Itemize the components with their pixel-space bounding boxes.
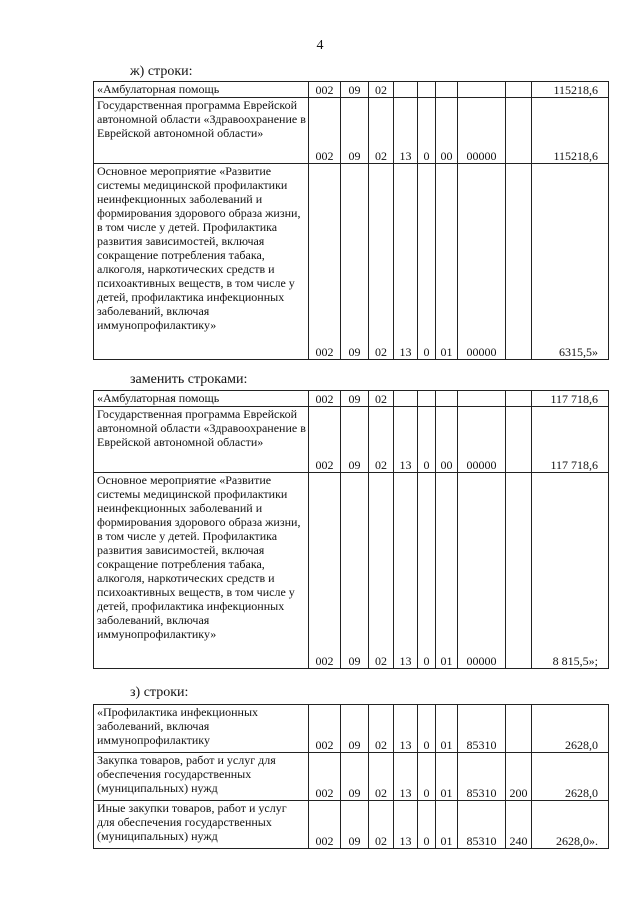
code-expense-type: 240 xyxy=(506,801,532,849)
code-program: 13 xyxy=(394,801,418,849)
amount: 2628,0». xyxy=(532,801,609,849)
amount: 2628,0 xyxy=(532,705,609,753)
code-subsection: 02 xyxy=(369,164,394,360)
table-row xyxy=(94,98,609,164)
row-name: «Амбулаторная помощь xyxy=(94,391,309,407)
code-subsection: 02 xyxy=(369,753,394,801)
code-ministry: 002 xyxy=(309,801,341,849)
code-section: 09 xyxy=(341,753,369,801)
code-event: 00 xyxy=(436,98,458,164)
code-direction xyxy=(458,391,506,407)
code-event: 01 xyxy=(436,801,458,849)
code-ministry: 002 xyxy=(309,98,341,164)
amount: 2628,0 xyxy=(532,753,609,801)
page-number: 4 xyxy=(316,38,324,53)
section-caption-2: заменить строками: xyxy=(130,372,248,387)
code-direction: 00000 xyxy=(458,164,506,360)
code-ministry: 002 xyxy=(309,391,341,407)
code-direction: 00000 xyxy=(458,407,506,473)
table-row xyxy=(94,82,609,98)
code-ministry: 002 xyxy=(309,473,341,669)
code-program xyxy=(394,391,418,407)
code-section: 09 xyxy=(341,801,369,849)
code-expense-type xyxy=(506,164,532,360)
code-section: 09 xyxy=(341,164,369,360)
row-name: «Амбулаторная помощь xyxy=(94,82,309,98)
code-event: 01 xyxy=(436,753,458,801)
code-subprogram xyxy=(418,391,436,407)
row-name: Государственная программа Еврейской автономной области «Здравоохранение в Еврейской автономной области» xyxy=(94,98,309,164)
code-ministry: 002 xyxy=(309,82,341,98)
code-direction: 85310 xyxy=(458,801,506,849)
code-program: 13 xyxy=(394,407,418,473)
table-row xyxy=(94,801,609,849)
code-ministry: 002 xyxy=(309,705,341,753)
code-direction: 00000 xyxy=(458,473,506,669)
amount: 115218,6 xyxy=(532,82,609,98)
code-subprogram: 0 xyxy=(418,705,436,753)
amount: 117 718,6 xyxy=(532,407,609,473)
code-event xyxy=(436,391,458,407)
code-event: 01 xyxy=(436,164,458,360)
code-subsection: 02 xyxy=(369,801,394,849)
code-program: 13 xyxy=(394,705,418,753)
code-subsection: 02 xyxy=(369,82,394,98)
code-section: 09 xyxy=(341,407,369,473)
code-subprogram: 0 xyxy=(418,753,436,801)
table-row xyxy=(94,391,609,407)
code-ministry: 002 xyxy=(309,407,341,473)
code-section: 09 xyxy=(341,82,369,98)
code-event xyxy=(436,82,458,98)
code-program: 13 xyxy=(394,164,418,360)
code-section: 09 xyxy=(341,473,369,669)
table-row xyxy=(94,473,609,669)
code-event: 01 xyxy=(436,473,458,669)
code-expense-type xyxy=(506,82,532,98)
table-row xyxy=(94,407,609,473)
row-name: Иные закупки товаров, работ и услуг для обеспечения государственных (муниципальных) нужд xyxy=(94,801,309,849)
code-subprogram: 0 xyxy=(418,98,436,164)
code-direction: 85310 xyxy=(458,705,506,753)
budget-table-2 xyxy=(93,390,609,669)
table-row xyxy=(94,753,609,801)
row-name: «Профилактика инфекционных заболеваний, включая иммунопрофилактику xyxy=(94,705,309,753)
code-expense-type xyxy=(506,705,532,753)
row-name: Основное мероприятие «Развитие системы медицинской профилактики неинфекционных заболеваний и формирования здорового образа жизни, в том числе у детей. Профилактика развития зависимостей, включая сокращение потребления табака, алкоголя, наркотических средств и психоактивных веществ, в том числе у детей, профилактика инфекционных заболеваний, включая иммунопрофилактику» xyxy=(94,164,309,360)
code-direction: 85310 xyxy=(458,753,506,801)
code-event: 00 xyxy=(436,407,458,473)
code-subsection: 02 xyxy=(369,98,394,164)
row-name: Закупка товаров, работ и услуг для обеспечения государственных (муниципальных) нужд xyxy=(94,753,309,801)
code-section: 09 xyxy=(341,705,369,753)
code-program: 13 xyxy=(394,473,418,669)
code-subsection: 02 xyxy=(369,391,394,407)
code-section: 09 xyxy=(341,98,369,164)
code-expense-type xyxy=(506,473,532,669)
budget-table-1 xyxy=(93,81,609,360)
section-caption-1: ж) строки: xyxy=(130,64,193,79)
code-subsection: 02 xyxy=(369,473,394,669)
code-subprogram: 0 xyxy=(418,473,436,669)
row-name: Основное мероприятие «Развитие системы медицинской профилактики неинфекционных заболеваний и формирования здорового образа жизни, в том числе у детей. Профилактика развития зависимостей, включая сокращение потребления табака, алкоголя, наркотических средств и психоактивных веществ, в том числе у детей, профилактика инфекционных заболеваний, включая иммунопрофилактику» xyxy=(94,473,309,669)
code-subsection: 02 xyxy=(369,407,394,473)
code-subsection: 02 xyxy=(369,705,394,753)
code-ministry: 002 xyxy=(309,753,341,801)
code-event: 01 xyxy=(436,705,458,753)
code-program: 13 xyxy=(394,98,418,164)
code-expense-type: 200 xyxy=(506,753,532,801)
table-row xyxy=(94,705,609,753)
code-direction: 00000 xyxy=(458,98,506,164)
code-subprogram: 0 xyxy=(418,801,436,849)
code-program xyxy=(394,82,418,98)
row-name: Государственная программа Еврейской автономной области «Здравоохранение в Еврейской автономной области» xyxy=(94,407,309,473)
code-expense-type xyxy=(506,407,532,473)
code-direction xyxy=(458,82,506,98)
code-section: 09 xyxy=(341,391,369,407)
code-subprogram: 0 xyxy=(418,164,436,360)
budget-table-3 xyxy=(93,704,609,849)
code-ministry: 002 xyxy=(309,164,341,360)
code-expense-type xyxy=(506,391,532,407)
amount: 117 718,6 xyxy=(532,391,609,407)
section-caption-3: з) строки: xyxy=(130,685,189,700)
amount: 6315,5» xyxy=(532,164,609,360)
code-subprogram: 0 xyxy=(418,407,436,473)
code-subprogram xyxy=(418,82,436,98)
table-row xyxy=(94,164,609,360)
amount: 8 815,5»; xyxy=(532,473,609,669)
code-expense-type xyxy=(506,98,532,164)
amount: 115218,6 xyxy=(532,98,609,164)
code-program: 13 xyxy=(394,753,418,801)
